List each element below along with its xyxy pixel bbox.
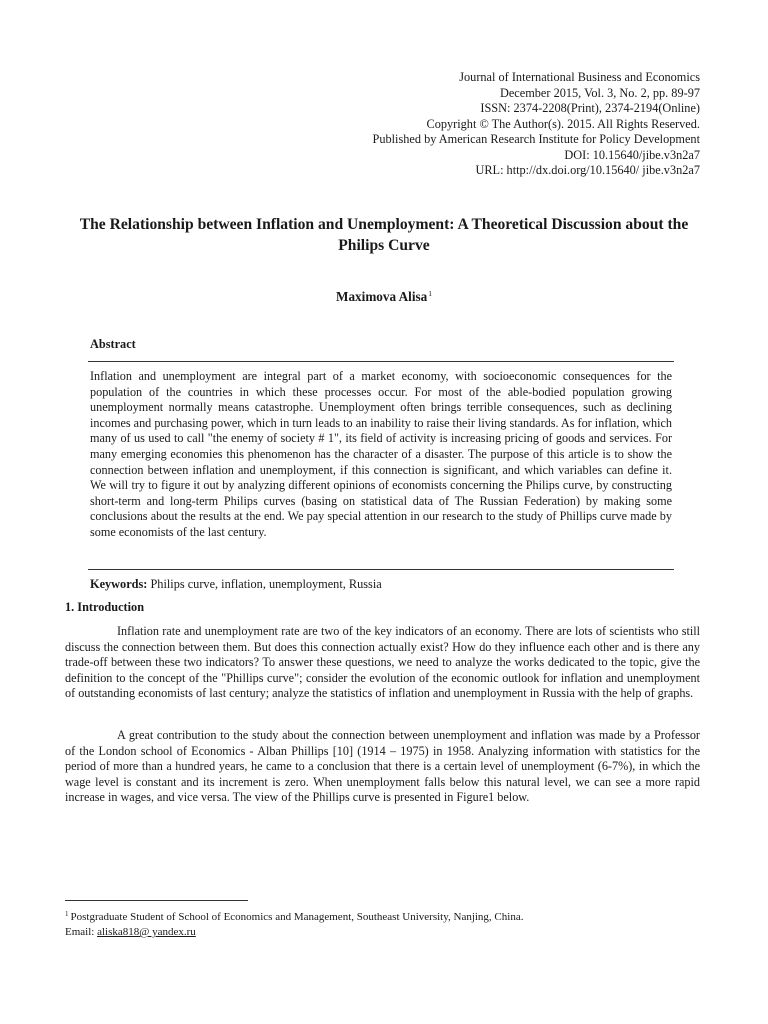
journal-url: URL: http://dx.doi.org/10.15640/ jibe.v3n2a7	[475, 163, 700, 177]
section-heading-introduction: 1. Introduction	[65, 600, 145, 614]
keywords-value: Philips curve, inflation, unemployment, Russia	[150, 577, 382, 591]
journal-issue: December 2015, Vol. 3, No. 2, pp. 89-97	[499, 85, 700, 100]
footnote	[65, 907, 523, 940]
footnote-affiliation	[65, 907, 523, 925]
journal-issn: ISSN: 2374-2208(Print), 2374-2194(Online)	[480, 101, 700, 115]
journal-copyright: Copyright © The Author(s). 2015. All Rights Reserved.	[426, 116, 700, 131]
introduction-paragraph-1: Inflation rate and unemployment rate are two of the key indicators of an economy. There are lots of scientists who still discuss the connection between them. But does this connection actually exist? How do they influence each other and is there any trade-off between these two indicators? To answer these questions, we need to analyze the works dedicated to the topic, give the definition to the concept of the "Phillips curve"; consider the evolution of the economic outlook for inflation and unemployment of outstanding economists of last century; analyze the statistics of inflation and unemployment in Russia with the help of graphs.	[65, 624, 700, 700]
journal-header	[372, 70, 700, 179]
keywords	[90, 577, 382, 592]
abstract-heading: Abstract	[90, 337, 136, 351]
author-name: Maximova Alisa	[336, 289, 428, 304]
abstract-bottom-rule	[88, 569, 674, 570]
journal-publisher: Published by American Research Institute for Policy Development	[372, 132, 700, 146]
introduction-paragraph-2: A great contribution to the study about the connection between unemployment and inflation was made by a Professor of the London school of Economics - Alban Phillips [10] (1914 – 1975) in 1958. Analyzing information with statistics for the period of more than a hundred years, he came to a conclusion that there is a certain level of unemployment (6-7%), in which the wage level is constant and its increment is zero. When unemployment falls below this natural level, we can see a more rapid increase in wages, and vice versa. The view of the Phillips curve is presented in Figure1 below.	[65, 728, 700, 804]
footnote-email-line	[65, 925, 523, 940]
footnote-mark: 1	[65, 910, 69, 918]
footnote-rule	[65, 900, 248, 901]
abstract-top-rule	[88, 361, 674, 362]
journal-doi: DOI: 10.15640/jibe.v3n2a7	[564, 147, 700, 162]
paper-title: The Relationship between Inflation and Unemployment: A Theoretical Discussion about the Philips Curve	[79, 216, 689, 254]
author-footnote-mark: 1	[428, 289, 432, 298]
keywords-label: Keywords:	[90, 577, 148, 591]
abstract-body: Inflation and unemployment are integral part of a market economy, with socioeconomic consequences for the population of the countries in which these processes occur. For most of the able-bodied population growing unemployment normally means catastrophe. Unemployment often brings terrible consequences, such as declining incomes and purchasing power, which in turn leads to an inability to raise their living standards. As for inflation, which many of us used to call "the enemy of society # 1", its field of activity is increasing pricing of goods and services. For many emerging economies this phenomenon has the character of a disaster. The purpose of this article is to show the connection between inflation and unemployment, if this connection is significant, and which variables can define it. We will try to figure it out by analyzing different opinions of economists concerning the Philips curve, by constructing short-term and long-term Philips curves (basing on statistical data of The Russian Federation) by making some conclusions about the results at the end. We pay special attention in our research to the study of Phillips curve made by some economists of the last century.	[90, 369, 672, 539]
footnote-text: Postgraduate Student of School of Economics and Management, Southeast University, Nanjing, China.	[70, 911, 524, 923]
email-link[interactable]: aliska818@ yandex.ru	[97, 926, 196, 938]
journal-name: Journal of International Business and Economics	[459, 70, 700, 84]
author-line	[0, 289, 768, 305]
footnote-email-label: Email:	[65, 926, 95, 938]
